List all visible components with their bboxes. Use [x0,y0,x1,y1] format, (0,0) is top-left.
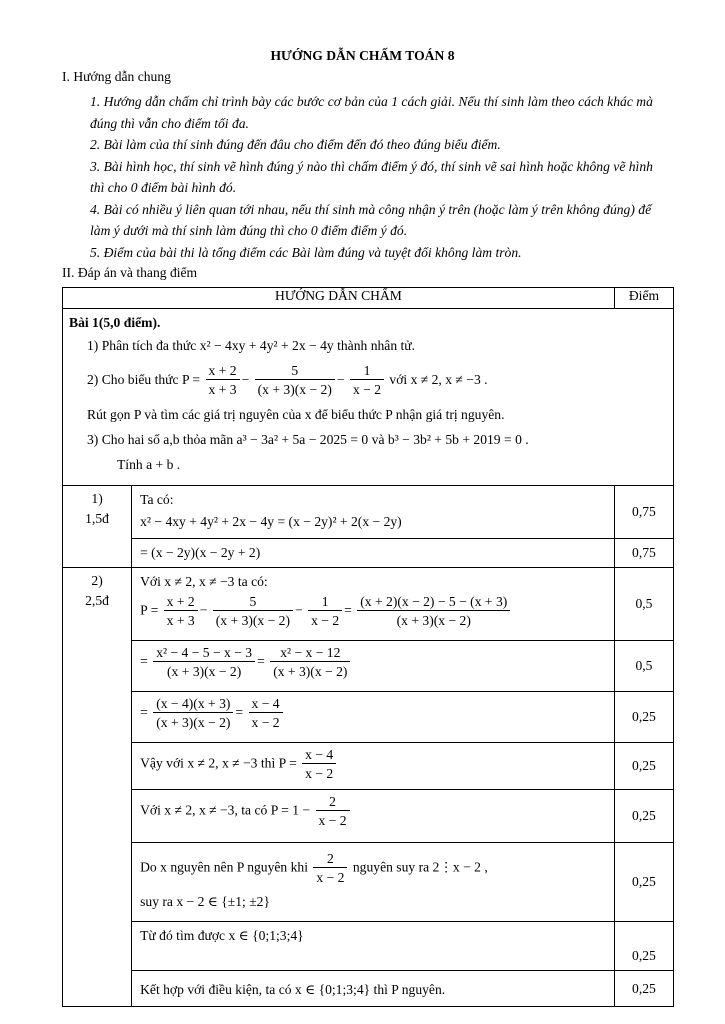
fraction-denominator: x + 3 [208,382,237,398]
fraction-numerator: x² − 4 − 5 − x − 3 [153,644,255,662]
fraction [249,695,283,732]
part-1-step-2 [132,539,615,568]
part-2-step-5 [132,790,615,843]
p-label: P = [140,602,159,618]
fraction-denominator: (x + 3)(x − 2) [215,613,291,628]
part-2-row-4 [63,743,674,790]
fraction-numerator: (x + 2)(x − 2) − 5 − (x + 3) [357,593,510,611]
fraction-numerator: x + 2 [206,362,240,380]
fraction-denominator: (x + 3)(x − 2) [396,613,471,628]
general-guidelines [90,91,670,263]
q3-prefix: 3) Cho hai số [87,432,160,447]
step-expression: suy ra x − 2 ∈ {±1; ±2} [140,894,271,909]
step-text: nguyên suy ra 2⋮x − 2 , [352,859,488,875]
q2-fraction-3 [350,362,384,399]
fraction-denominator: (x + 3)(x − 2) [273,664,348,679]
fraction-denominator: (x + 3)(x − 2) [167,664,242,679]
guideline-1: 1. Hướng dẫn chấm chỉ trình bày các bước cơ bản của 1 cách giải. Nếu thí sinh làm theo cách khác mà đúng thì vẫn cho điểm tối đa. [90,94,653,131]
fraction-denominator: x + 3 [166,613,195,628]
q3-variables: a,b [163,432,180,447]
part-2-row-1 [63,568,674,641]
step-expression: = $\frac{(x - 4)(x + 3)}{(x + 3)(x - 2)}$ = $\frac{x - 4}{x - 2}$ [140,695,606,732]
fraction [313,850,347,887]
fraction [164,593,198,630]
q2-fraction-2 [255,362,335,399]
part-1-row-2 [63,539,674,568]
q2-fraction-1 [206,362,240,399]
p-label: P = 1 − [270,802,311,818]
fraction [316,793,350,830]
part-2-row-3 [63,692,674,743]
section-answers-heading: II. Đáp án và thang điểm [62,265,198,280]
fraction-numerator: 1 [350,362,384,380]
header-score: Điểm [614,288,673,309]
document-title: HƯỚNG DẪN CHẤM TOÁN 8 [270,48,455,63]
step-expression: Từ đó tìm được x ∈ {0;1;3;4} [140,928,304,943]
question-1 [69,333,667,358]
fraction-numerator: 2 [313,850,347,868]
step-text: Do x nguyên nên P nguyên khi [140,859,308,875]
q3-mid: thỏa mãn [182,432,234,447]
fraction-denominator: x − 2 [305,766,334,781]
problem-statement-row [63,309,674,486]
step-expression: = (x − 2y)(x − 2y + 2) [140,545,261,560]
part-2-score-6: 0,25 [614,843,673,922]
q1-expression: x² − 4xy + 4y² + 2x − 4y [199,338,334,353]
fraction-numerator: (x − 4)(x + 3) [153,695,233,713]
question-3-task: Tính a + b . [117,457,181,472]
part-2-score-8: 0,25 [614,971,673,1007]
part-2-score-2: 0,5 [614,641,673,692]
part-2-score-7: 0,25 [614,922,673,971]
section-general-heading: I. Hướng dẫn chung [62,69,171,84]
part-2-step-1 [132,568,615,641]
fraction-denominator: x − 2 [316,870,345,885]
part-2-score-3: 0,25 [614,692,673,743]
part-2-step-4 [132,743,615,790]
fraction-numerator: x − 4 [302,746,336,764]
fraction [153,695,233,732]
fraction [357,593,510,630]
fraction [270,644,350,681]
guideline-3: 3. Bài hình học, thí sinh vẽ hình đúng ý nào thì chấm điểm ý đó, thí sinh vẽ sai hình hoặc không vẽ hình thì cho 0 điểm bài hình đó. [90,158,653,195]
part-2-score-1: 0,5 [614,568,673,641]
part-2-step-3 [132,692,615,743]
fraction-numerator: x² − x − 12 [270,644,350,662]
part-2-step-6 [132,843,615,922]
fraction-denominator: x − 2 [352,382,382,398]
fraction-numerator: 1 [308,593,342,611]
part-1-step-1 [132,486,615,539]
part-2-row-2 [63,641,674,692]
part-1-score-2: 0,75 [614,539,673,568]
part-1-row-1 [63,486,674,539]
question-2-task: Rút gọn P và tìm các giá trị nguyên của x để biểu thức P nhận giá trị nguyên. [87,407,505,422]
q2-condition: với x ≠ 2, x ≠ −3 . [389,372,488,387]
part-2-step-7 [132,922,615,971]
part-2-step-8 [132,971,615,1007]
guideline-5: 5. Điểm của bài thi là tổng điểm các Bài làm đúng và tuyệt đối không làm tròn. [90,244,522,260]
part-1-label-cell [63,486,132,568]
fraction-denominator: x − 2 [251,715,280,730]
part-1-points: 1,5đ [85,511,109,526]
q3-and: và [371,432,385,447]
q3-equation-b: b³ − 3b² + 5b + 2019 = 0 . [387,432,529,447]
q1-prefix: 1) Phân tích đa thức [87,338,197,353]
fraction-denominator: x − 2 [311,613,340,628]
step-expression [140,846,606,887]
fraction-denominator: (x + 3)(x − 2) [257,382,332,398]
part-2-row-6 [63,843,674,922]
step-text: Ta có: [140,492,174,507]
problem-1-title: Bài 1(5,0 điểm). [69,315,161,330]
fraction-denominator: (x + 3)(x − 2) [156,715,231,730]
step-text: Với x ≠ 2, x ≠ −3, ta có [140,802,268,818]
step-expression: P = $\frac{x + 2}{x + 3}$ − $\frac{5}{(x + 3)(x - 2)}$ − $\frac{1}{x - 2}$ = $\frac{(x + 2)(x - 2) - 5 - (x + 3)}{(x + 3)(x - 2)}$ [140,593,606,630]
step-expression: = $\frac{\text{x² − 4 − 5 − x − 3}}{(x + 3)(x - 2)}$ = $\frac{\text{x² − x − 12}}{(x + 3)(x - 2)}$ [140,644,606,681]
table-header-row [63,288,674,309]
question-3 [69,427,667,452]
part-1-score-1: 0,75 [614,486,673,539]
fraction [308,593,342,630]
part-2-row-7 [63,922,674,971]
part-2-row-5 [63,790,674,843]
problem-1-statement [63,309,674,486]
fraction-numerator: 2 [316,793,350,811]
q2-prefix: 2) Cho biểu thức [87,372,179,387]
fraction [302,746,336,783]
fraction-numerator: x − 4 [249,695,283,713]
p-label: P = [278,755,297,771]
part-2-label-cell [63,568,132,1007]
part-2-points: 2,5đ [85,593,109,608]
guideline-4: 4. Bài có nhiều ý liên quan tới nhau, nếu thí sinh mà công nhận ý trên (hoặc làm ý trên không đúng) để làm ý dưới mà thí sinh làm đúng thì cho 0 điểm điểm ý đó. [90,201,652,238]
fraction-numerator: x + 2 [164,593,198,611]
fraction-denominator: x − 2 [318,813,347,828]
header-guide: HƯỚNG DẪN CHẤM [63,288,615,309]
step-expression: x² − 4xy + 4y² + 2x − 4y = (x − 2y)² + 2(x − 2y) [140,514,402,529]
guideline-2: 2. Bài làm của thí sinh đúng đến đâu cho điểm đến đó theo đúng biểu điểm. [90,137,501,152]
q1-suffix: thành nhân tử. [337,338,416,353]
part-2-label: 2) [91,573,103,588]
step-expression [140,793,606,830]
grading-table [62,287,674,1007]
q3-equation-a: a³ − 3a² + 5a − 2025 = 0 [236,432,369,447]
step-expression: Kết hợp với điều kiện, ta có x ∈ {0;1;3;4} thì P nguyên. [140,982,446,997]
fraction-numerator: 5 [255,362,335,380]
part-1-label: 1) [91,491,103,506]
question-2: 2) Cho biểu thức P = $\frac{x + 2}{x + 3}$ − $\frac{5}{(x + 3)(x - 2)}$ − $\frac{1}{x - 2}$ với x ≠ 2, x ≠ −3 . [87,363,488,398]
part-2-step-2 [132,641,615,692]
step-text: Với x ≠ 2, x ≠ −3 ta có: [140,574,268,589]
step-expression [140,746,606,783]
q2-p-label: P = [181,372,201,387]
fraction [213,593,293,630]
step-text: Vậy với x ≠ 2, x ≠ −3 thì [140,755,276,771]
fraction [153,644,255,681]
part-2-score-5: 0,25 [614,790,673,843]
part-2-row-8 [63,971,674,1007]
fraction-numerator: 5 [213,593,293,611]
part-2-score-4: 0,25 [614,743,673,790]
